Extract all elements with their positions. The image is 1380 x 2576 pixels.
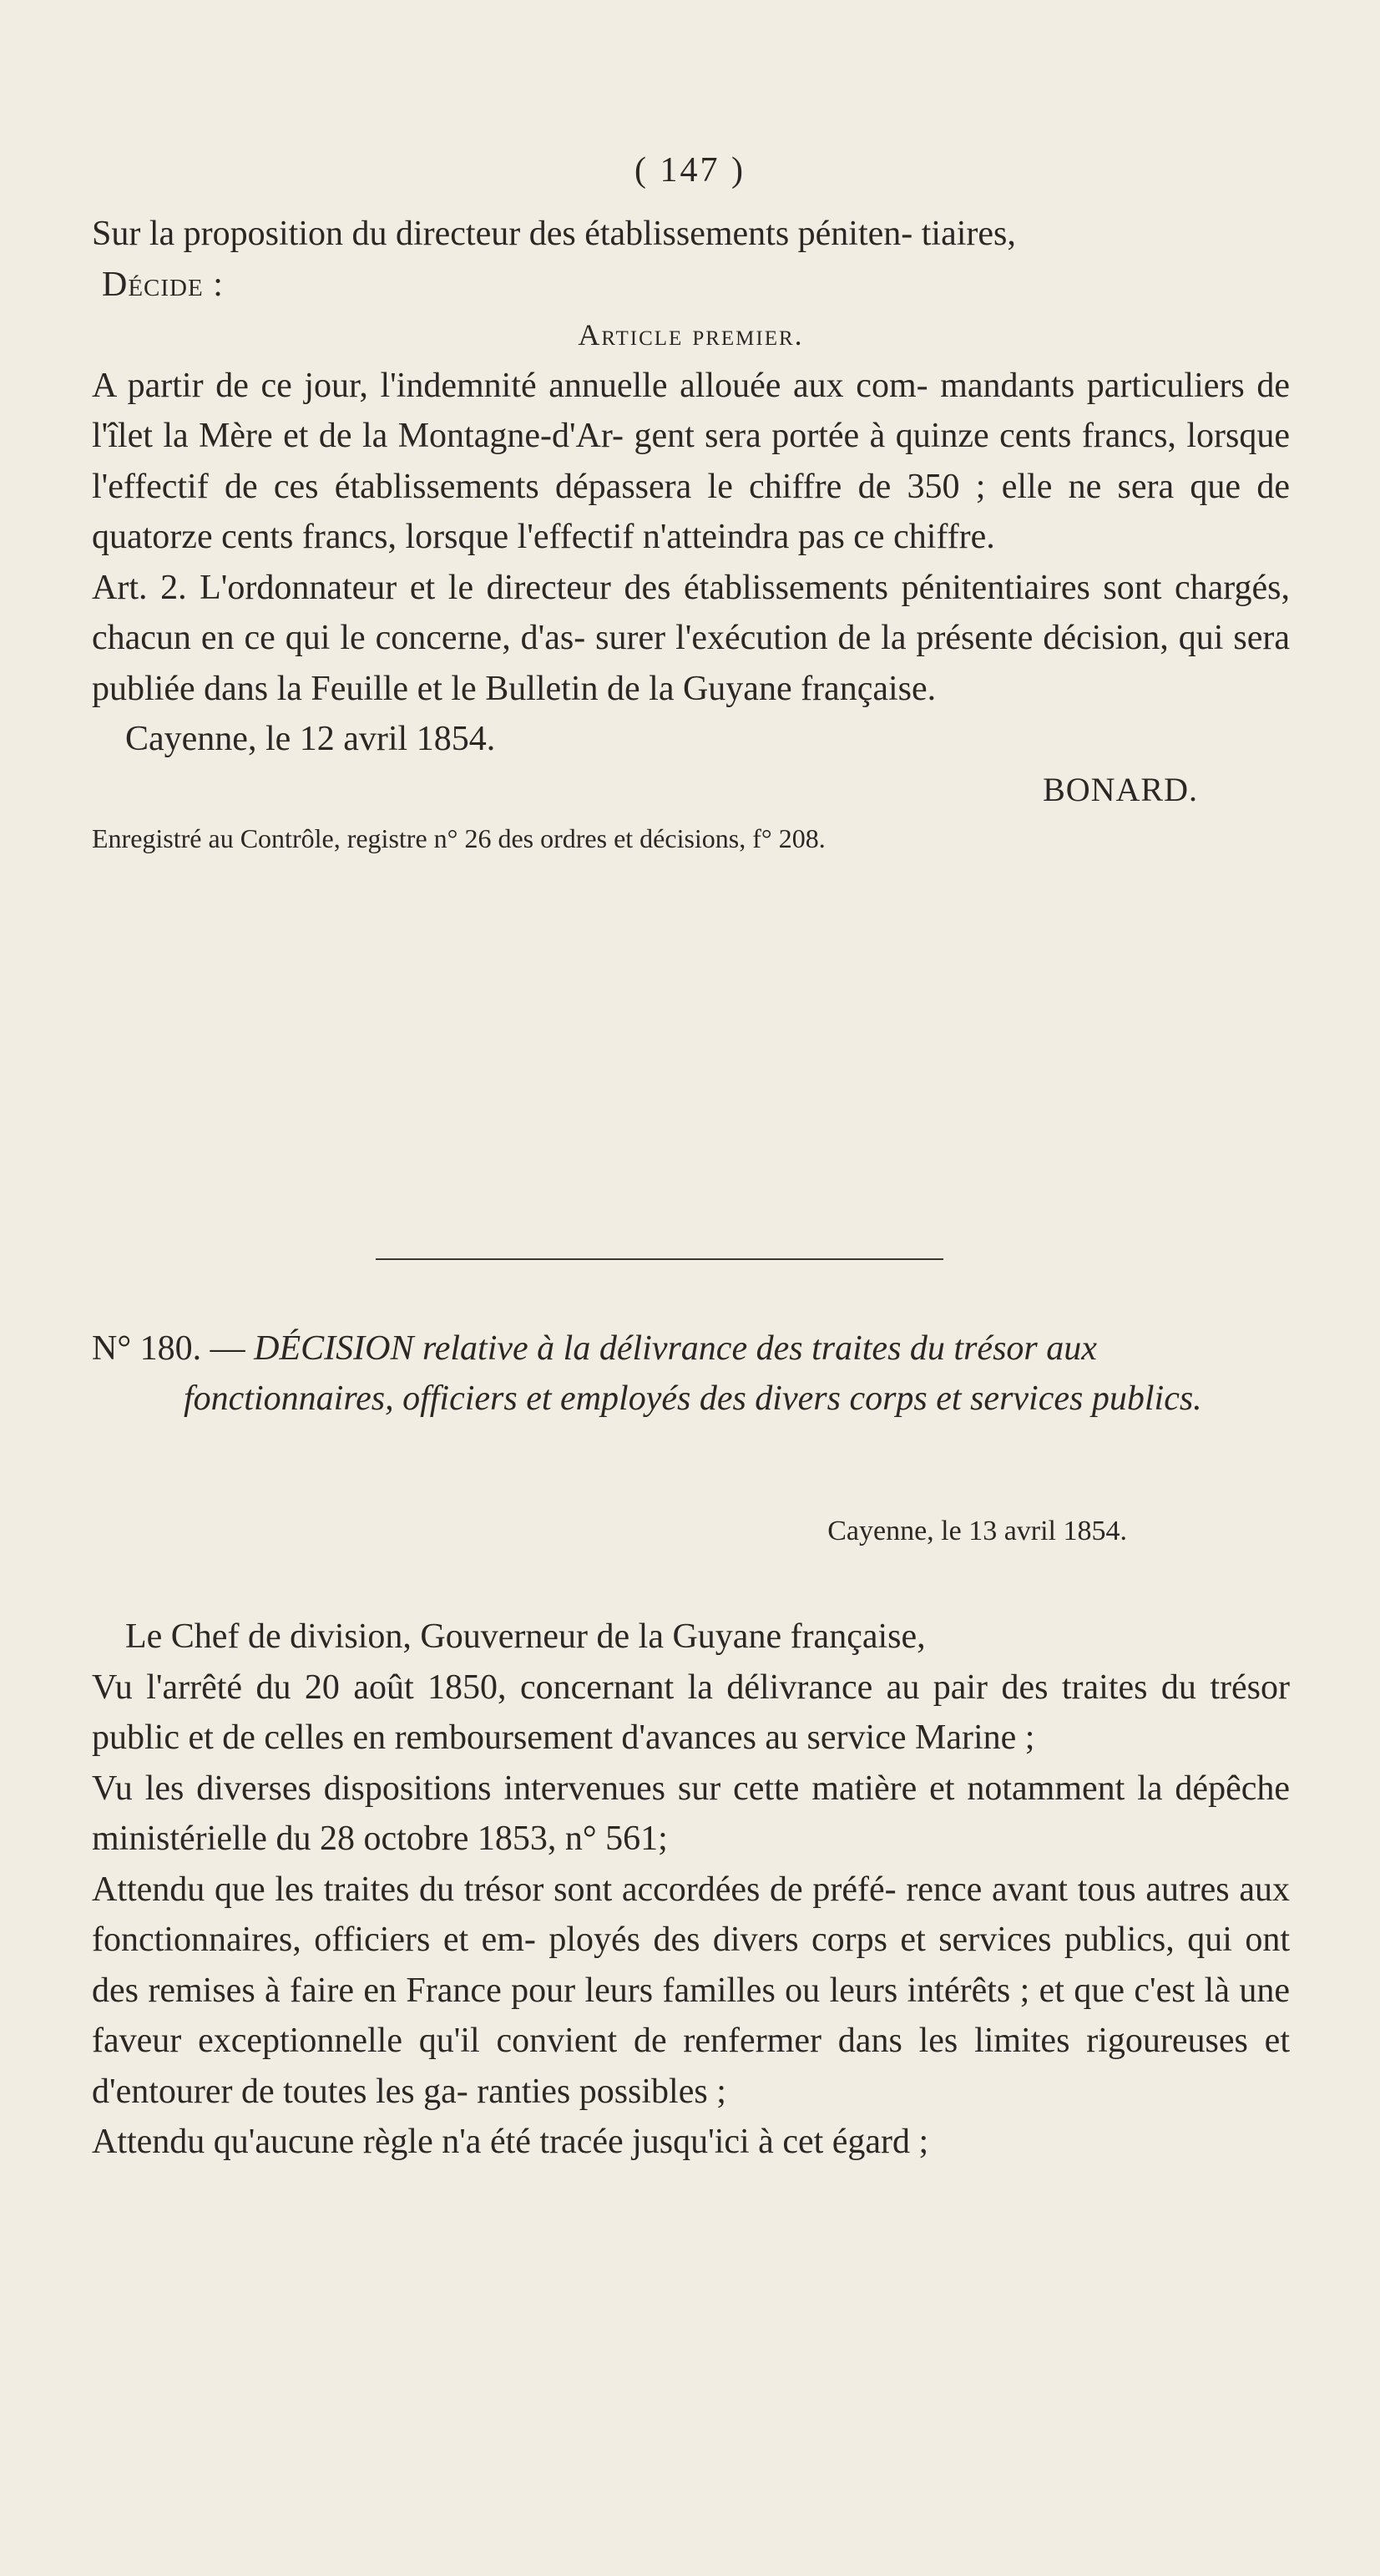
dateline-block	[92, 1516, 1290, 1547]
paragraph-vu-arrete: Vu l'arrêté du 20 août 1850, concernant la délivrance au pair des traites du trésor public et de celles en remboursement d'avances au service Marine ;	[92, 1668, 1290, 1757]
signature: BONARD.	[1043, 770, 1198, 808]
paragraph-decide: Décide :	[102, 265, 224, 304]
paragraph-chef-division: Le Chef de division, Gouverneur de la Guyane française,	[125, 1617, 926, 1656]
paragraph-vu-dispositions: Vu les diverses dispositions intervenues sur cette matière et notamment la dépêche ministérielle du 28 octobre 1853, n° 561;	[92, 1769, 1290, 1858]
paragraph-attendu-regle: Attendu qu'aucune règle n'a été tracée jusqu'ici à cet égard ;	[92, 2123, 929, 2161]
section-divider	[376, 1258, 943, 1260]
bottom-section	[92, 1612, 1290, 2168]
decision-title: DÉCISION relative à la délivrance des traites du trésor aux fonctionnaires, officiers et employés des divers corps et services publics.	[184, 1329, 1202, 1418]
paragraph-article-1: A partir de ce jour, l'indemnité annuelle allouée aux com- mandants particuliers de l'îlet la Mère et de la Montagne-d'Ar- gent sera portée à quinze cents francs, lorsque l'effectif de ces établissements dépassera le chiffre de 350 ; elle ne sera que de quatorze cents francs, lorsque l'effectif n'atteindra pas ce chiffre.	[92, 366, 1290, 556]
paragraph-proposition: Sur la proposition du directeur des établissements péniten- tiaires,	[92, 215, 1016, 253]
dateline: Cayenne, le 13 avril 1854.	[827, 1516, 1127, 1546]
paragraph-attendu-traites: Attendu que les traites du trésor sont accordées de préfé- rence avant tous autres aux fonctionnaires, officiers et em- ployés des divers corps et services publics, qui ont des remises à faire en France pour leurs familles ou leurs intérêts ; et que c'est là une faveur exceptionnelle qu'il convient de renfermer dans les limites rigoureuses et d'entourer de toutes les ga- ranties possibles ;	[92, 1870, 1290, 2111]
registration-note: Enregistré au Contrôle, registre n° 26 des ordres et décisions, f° 208.	[92, 823, 826, 853]
paragraph-article-2: Art. 2. L'ordonnateur et le directeur des établissements pénitentiaires sont chargés, chacun en ce qui le concerne, d'as- surer l'exécution de la présente décision, qui sera publiée dans la Feuille et le Bulletin de la Guyane française.	[92, 568, 1290, 708]
paragraph-place-date: Cayenne, le 12 avril 1854.	[125, 720, 496, 758]
page-number: ( 147 )	[634, 151, 746, 190]
article-premier-heading: Article premier.	[578, 318, 804, 352]
decision-number: N° 180. —	[92, 1329, 245, 1368]
decision-heading	[92, 1323, 1290, 1424]
top-section	[92, 209, 1290, 858]
